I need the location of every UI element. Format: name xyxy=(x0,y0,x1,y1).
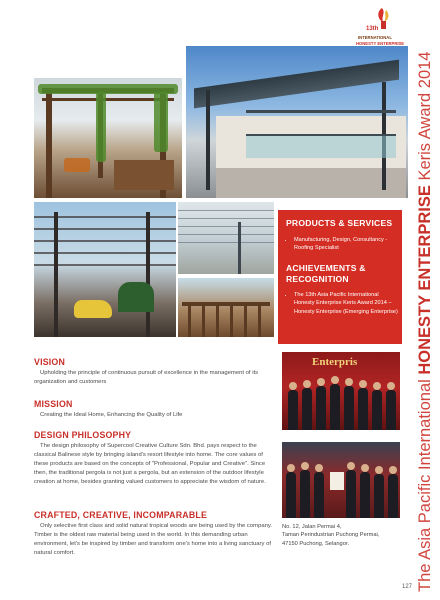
crafted-text: Only selective first class and solid natural tropical woods are being used by the company. Timber is the oldest raw material being used in the world. In this demanding urban environment, let's be inspired by timber and transform one's home into a living sanctuary of natural comfort. xyxy=(34,523,273,556)
address-line-1: No. 12, Jalan Permai 4, xyxy=(282,524,342,530)
crafted-heading: CRAFTED, CREATIVE, INCOMPARABLE xyxy=(34,510,208,520)
vision-text: Upholding the principle of continuous pursuit of excellence in the management of its organization and customers xyxy=(34,370,259,385)
achievements-heading: ACHIEVEMENTS & RECOGNITION xyxy=(286,262,366,284)
roof-slats-photo xyxy=(178,202,274,274)
sidebar-emphasis: HONESTY ENTERPRISE xyxy=(416,185,434,375)
award-ceremony-photo-1 xyxy=(282,352,400,430)
house-glass-roof-photo xyxy=(186,46,408,198)
products-heading: PRODUCTS & SERVICES xyxy=(286,218,393,228)
glass-pergola-car-photo xyxy=(34,202,176,337)
products-item: • Manufacturing, Design, Consultancy - Roofing Specialist xyxy=(294,236,398,253)
svg-text:INTERNATIONAL: INTERNATIONAL xyxy=(358,35,392,40)
page-number: 127 xyxy=(402,584,413,590)
address-line-2: Taman Perindustrian Puchong Permai, xyxy=(282,532,380,539)
mission-text: Creating the Ideal Home, Enhancing the Quality of Life xyxy=(40,412,183,418)
wooden-railing-photo xyxy=(178,278,274,337)
sidebar-text: The Asia Pacific International HONESTY ENTERPRISE Keris Award 2014 xyxy=(416,51,434,592)
enterprise-banner-text: Enterpris xyxy=(312,356,358,368)
vision-heading: VISION xyxy=(34,357,66,367)
mission-heading: MISSION xyxy=(34,399,73,409)
pergola-vines-photo xyxy=(34,78,182,198)
design-philosophy-heading: DESIGN PHILOSOPHY xyxy=(34,430,132,440)
award-sidebar xyxy=(414,51,436,596)
products-achievements-box xyxy=(278,210,402,344)
achievements-item: • The 13th Asia Pacific International Honesty Enterprise Keris Award 2014 – Honesty Enterprise (Emerging Enterprise) xyxy=(294,291,398,316)
award-year: 13th xyxy=(366,26,379,32)
address-line-3: 47150 Puchong, Selangor. xyxy=(282,540,350,547)
award-ceremony-photo-2 xyxy=(282,442,400,518)
company-address xyxy=(282,523,406,548)
design-philosophy-text: The design philosophy of Supercool Creative Culture Sdn. Bhd. pays respect to the classical Balinese style by bringing island's resort lifestyle into home. The core values of these products are based on the concepts of "Professional, Popular and Creative". Since then, the traditional pergola is not just a pergola, but an extension of the outdoor lifestyle creation at home, besides granting valued customers to appreciate the wisdom of nature. xyxy=(34,443,266,485)
svg-text:HONESTY ENTERPRISE: HONESTY ENTERPRISE xyxy=(356,41,405,46)
